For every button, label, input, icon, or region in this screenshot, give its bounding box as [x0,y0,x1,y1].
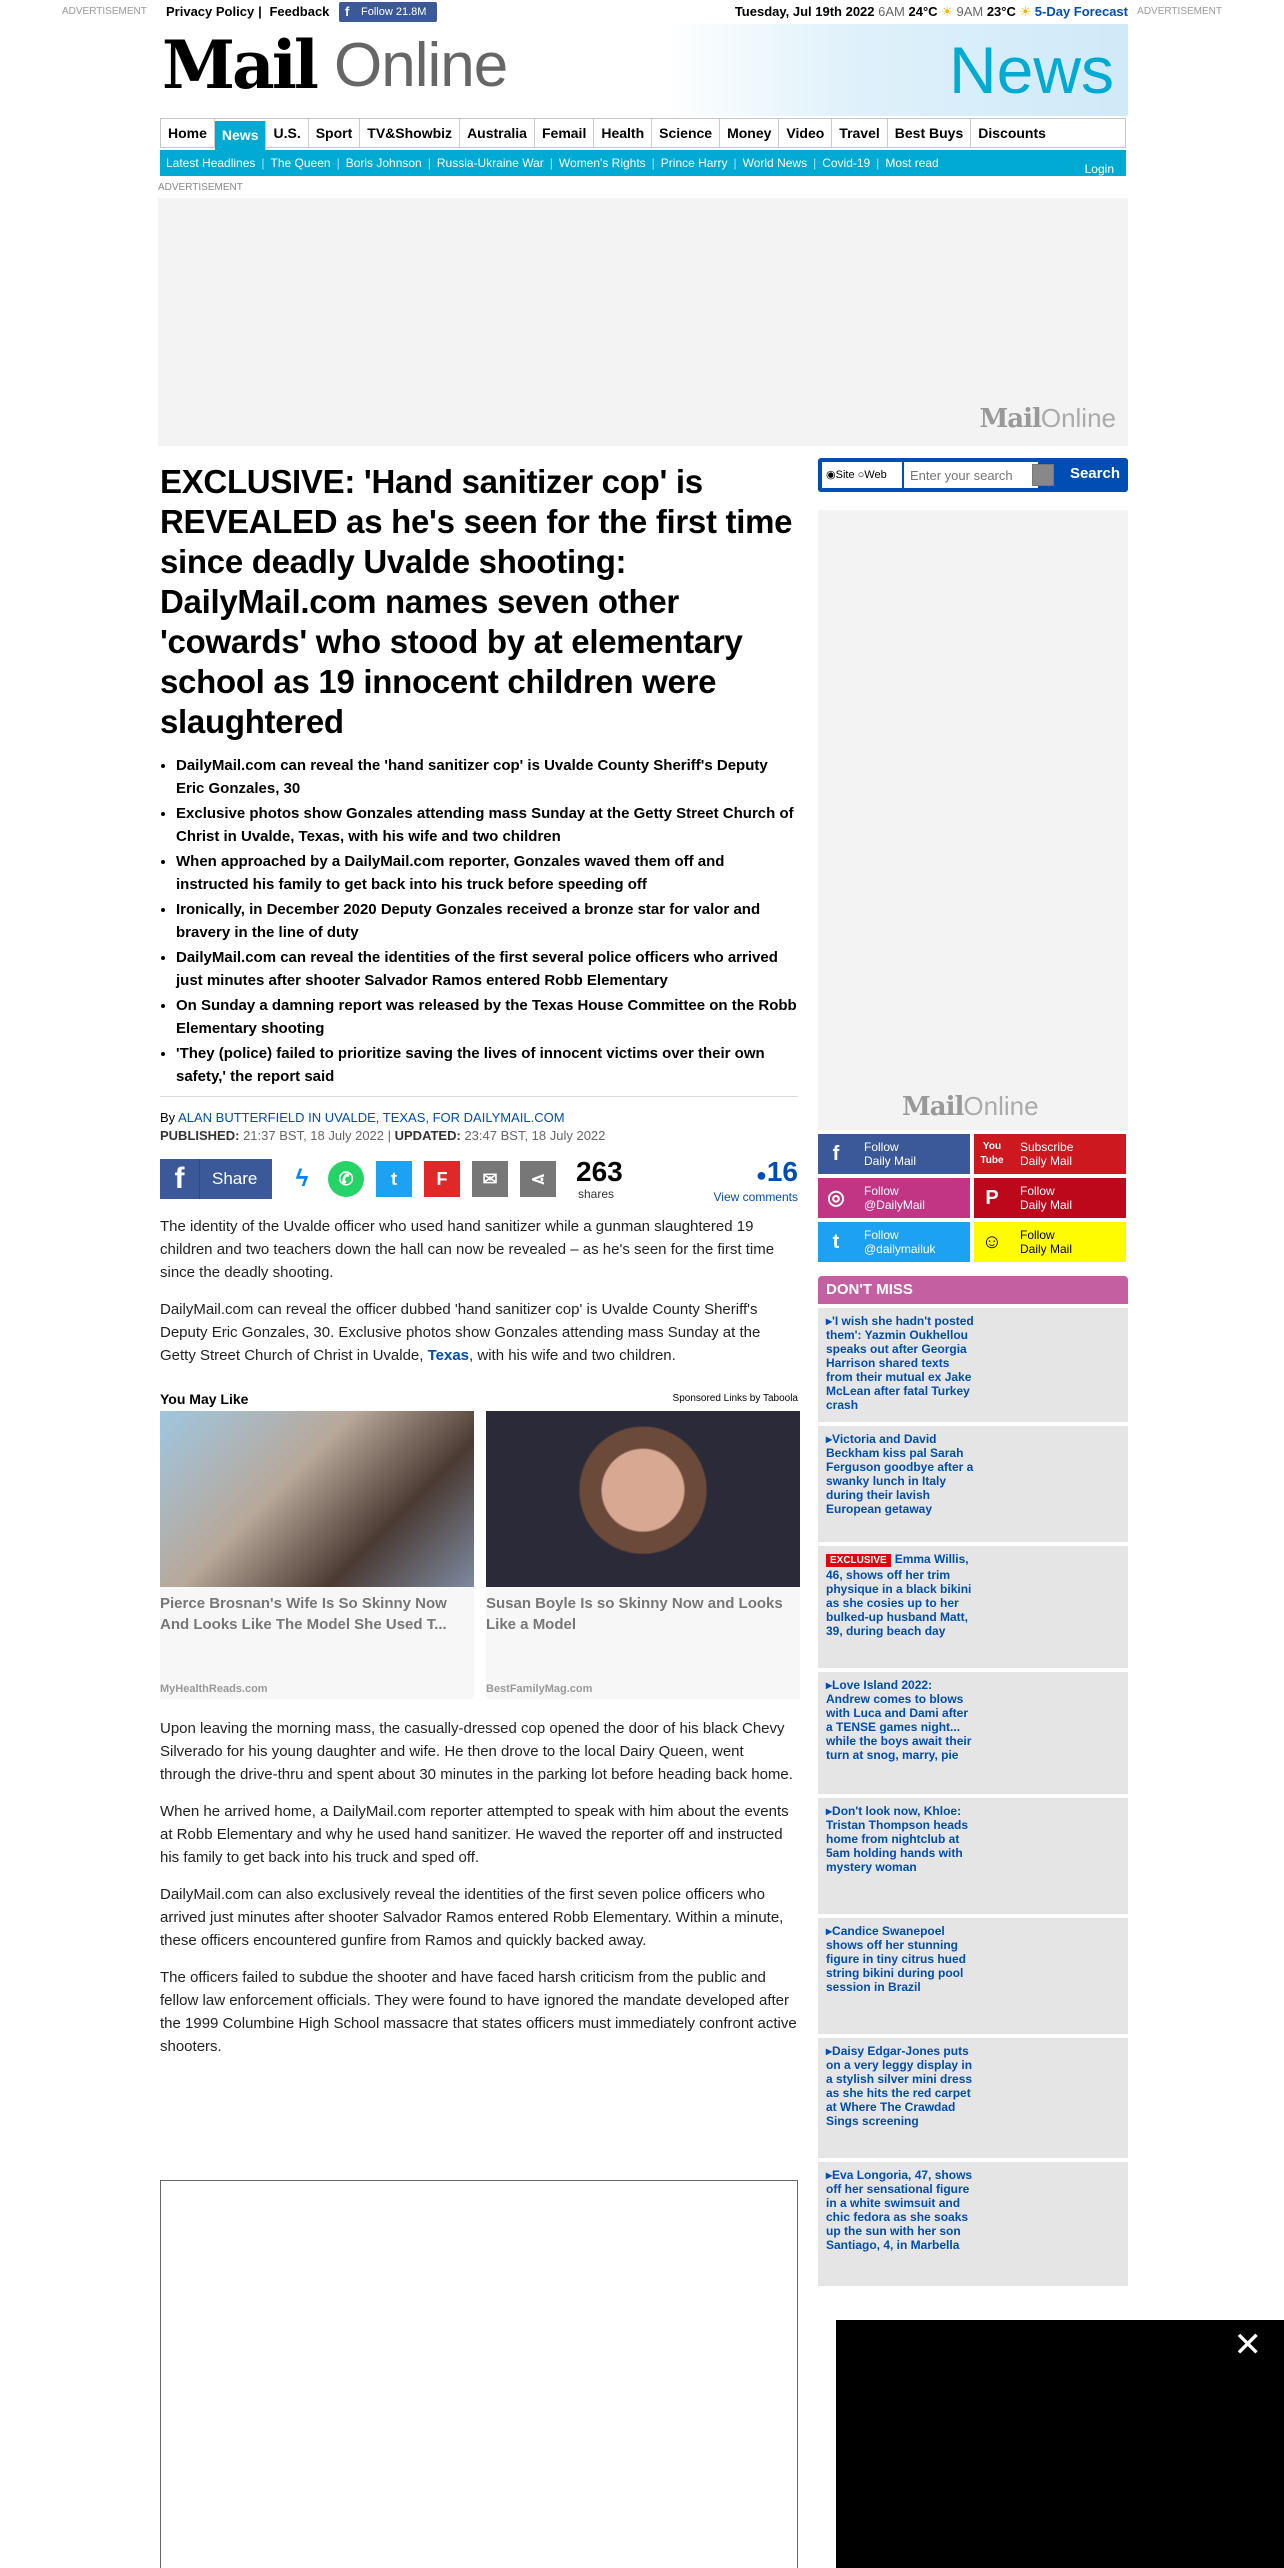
subnav-most-read[interactable]: Most read [885,156,939,170]
sponsored-card[interactable] [160,1411,474,1699]
utility-separator: | [258,4,262,19]
share-bar [160,1156,798,1204]
nav-travel[interactable]: Travel [832,119,887,147]
share-label: Share [212,1169,258,1188]
logo-online[interactable]: Online [334,31,508,100]
twitter-share-icon[interactable]: t [376,1161,412,1197]
article-summary-bullets [160,754,798,1088]
current-date: Tuesday, Jul 19th 2022 [734,4,875,19]
five-day-forecast-link[interactable]: 5-Day Forecast [1034,4,1128,19]
facebook-icon: f [160,1159,200,1199]
follow-snapchat-button[interactable]: ☺ Follow Daily Mail [974,1222,1126,1262]
nav-money[interactable]: Money [720,119,779,147]
web-radio-label: Web [864,469,887,481]
search-bar [818,458,1128,492]
summary-bullet: • On Sunday a damning report was released by the Texas House Committee on the Robb Elementary shooting [176,994,798,1040]
summary-bullet: • When approached by a DailyMail.com reporter, Gonzales waved them off and instructed his family to get back into his truck before speeding off [176,850,798,896]
ad-mailonline-logo: MailOnline [902,1091,1039,1122]
weather-widget [735,4,1128,20]
comment-count: ●16 [755,1156,798,1187]
sidebar-advertisement[interactable] [818,510,1128,1130]
arrow-icon: ▸ [826,1678,833,1692]
search-button[interactable]: Search [1069,465,1120,482]
nav-tv-showbiz[interactable]: TV&Showbiz [360,119,460,147]
article-paragraph: When he arrived home, a DailyMail.com reporter attempted to speak with him about the events at Robb Elementary and why he used hand sanitizer. He waved the reporter off and instructed his family to get back into his truck and sped off. [160,1803,789,1866]
dont-miss-item[interactable]: ▸Eva Longoria, 47, shows off her sensational figure in a white swimsuit and chic fedora as she soaks up the sun with her son Santiago, 4, in Marbella [818,2162,1128,2286]
feedback-link[interactable]: Feedback [269,4,330,19]
summary-bullet: • 'They (police) failed to prioritize saving the lives of innocent victims over their own safety,' the report said [176,1042,798,1088]
logo-mail[interactable]: Mail [162,26,316,104]
comment-bubble-icon: ● [755,1165,767,1185]
web-radio[interactable]: ○ [857,469,865,481]
pinterest-icon: P [985,1187,999,1209]
ad-label-right: ADVERTISEMENT [1137,6,1222,17]
article-paragraph: Upon leaving the morning mass, the casually-dressed cop opened the door of his black Chevy Silverado for his young daughter and wife. He then drove to the local Dairy Queen, went through the drive-thru and spent about 30 minutes in the parking lot before heading back home. [160,1720,793,1783]
site-radio[interactable]: ◉ [826,469,836,481]
masthead [158,24,1128,116]
sun-icon: ☀ [1019,4,1032,19]
subnav-the-queen[interactable]: The Queen [270,156,331,170]
sponsored-card-title: Pierce Brosnan's Wife Is So Skinny Now And Looks Like The Model She Used T... [160,1595,447,1633]
secondary-nav: Latest Headlines | The Queen | Boris Johnson | Russia-Ukraine War | Women's Rights | Prince Harry | World News | Covid-19 | Most read Login [160,150,1126,176]
top-utility-bar [0,0,1284,24]
youtube-icon: You Tube [980,1141,1004,1166]
search-scope-options [822,462,902,488]
updated-date: 23:47 BST, 18 July 2022 [464,1128,606,1143]
article-paragraph: DailyMail.com can reveal the officer dubbed 'hand sanitizer cop' is Uvalde County Sheriff's Deputy Eric Gonzales, 30. Exclusive photos show Gonzales attending mass Sunday at the Getty Street Church of Christ in Uvalde, Texas, with his wife and two children. [160,1301,761,1364]
sponsored-card-image [486,1411,800,1587]
article-body [160,1215,798,2058]
subnav-world-news[interactable]: World News [742,156,808,170]
sponsored-card-title: Susan Boyle Is so Skinny Now and Looks Like a Model [486,1595,783,1633]
nav-discounts[interactable]: Discounts [978,125,1046,141]
facebook-icon: f [832,1143,840,1165]
utility-links [166,4,333,19]
you-may-like [160,1391,798,1703]
flipboard-share-icon[interactable]: F [424,1161,460,1197]
follow-pinterest-button[interactable]: P Follow Daily Mail [974,1178,1126,1218]
summary-bullet: • DailyMail.com can reveal the 'hand sanitizer cop' is Uvalde County Sheriff's Deputy Eric Gonzales, 30 [176,754,798,800]
sponsored-card-source: BestFamilyMag.com [486,1683,593,1695]
nav-health[interactable]: Health [594,119,652,147]
article-paragraph: The identity of the Uvalde officer who used hand sanitizer while a gunman slaughtered 19 children and two teachers down the hall can now be revealed – as he's seen for the first time since the deadly shooting. [160,1218,775,1281]
summary-bullet: • DailyMail.com can reveal the identities of the first several police officers who arrived just minutes after shooter Salvador Ramos entered Robb Elementary [176,946,798,992]
video-embed-frame[interactable] [160,2180,798,2568]
view-comments-label: View comments [713,1190,798,1204]
subscribe-youtube-button[interactable]: You Tube Subscribe Daily Mail [974,1134,1126,1174]
subnav-russia-ukraine-war[interactable]: Russia-Ukraine War [436,156,544,170]
facebook-share-button[interactable] [160,1159,272,1199]
article-paragraph: The officers failed to subdue the shooter and have faced harsh criticism from the public and fellow law enforcement officials. They were found to have ignored the mandate developed after the 1999 Columbine High School massacre that states officers must immediately confront active shooters. [160,1969,797,2055]
subnav-covid-19[interactable]: Covid-19 [822,156,871,170]
dont-miss-item[interactable]: ▸Candice Swanepoel shows off her stunning figure in tiny citrus hued string bikini during pool session in Brazil [818,1918,1128,2034]
weather-temp-2: 23°C [986,4,1016,19]
byline-by: By [160,1110,176,1125]
comments-link[interactable] [714,1157,798,1204]
author-link[interactable]: ALAN BUTTERFIELD IN UVALDE, TEXAS, FOR DAILYMAIL.COM [178,1110,565,1125]
summary-bullet: • Ironically, in December 2020 Deputy Gonzales received a bronze star for valor and bravery in the line of duty [176,898,798,944]
arrow-icon: ▸ [826,1924,833,1938]
search-input[interactable] [904,462,1038,488]
close-icon[interactable]: ✕ [1233,2326,1262,2364]
top-advertisement[interactable] [158,198,1128,446]
section-title[interactable]: News [948,33,1114,107]
share-count: 263 shares [576,1156,623,1201]
nav-video[interactable]: Video [779,119,832,147]
nav-us[interactable]: U.S. [266,119,308,147]
privacy-policy-link[interactable]: Privacy Policy [166,4,255,19]
dont-miss-item[interactable]: ▸Victoria and David Beckham kiss pal Sarah Ferguson goodbye after a swanky lunch in Italy during their lavish European getaway [818,1426,1128,1542]
floating-video-player[interactable] [836,2320,1284,2568]
arrow-icon: ▸ [826,2044,833,2058]
texas-link[interactable]: Texas [427,1347,470,1364]
ad-label: ADVERTISEMENT [158,182,243,193]
sun-icon: ☀ [941,4,953,19]
article-headline: EXCLUSIVE: 'Hand sanitizer cop' is REVEALED as he's seen for the first time since deadly Uvalde shooting: DailyMail.com names seven other 'cowards' who stood by at elementary school as 19 innocent children were slaughtered [160,463,793,740]
follow-facebook-button[interactable]: f Follow Daily Mail [818,1134,970,1174]
arrow-icon: ▸ [826,1804,833,1818]
arrow-icon: ▸ [826,2168,833,2182]
subnav-prince-harry[interactable]: Prince Harry [660,156,728,170]
dont-miss-item[interactable]: ▸Love Island 2022: Andrew comes to blows with Luca and Dami after a TENSE games night... while the boys await their turn at snog, marry, pie [818,1672,1128,1794]
weather-time-1: 6AM [878,4,905,19]
login-link[interactable]: Login [1084,162,1114,176]
follow-buttons [818,1134,1128,1266]
you-may-like-title: You May Like [160,1391,249,1407]
nav-home[interactable]: Home [161,119,215,147]
more-share-icon[interactable]: ⋖ [520,1161,556,1197]
ad-mailonline-logo: MailOnline [979,403,1116,434]
follow-twitter-button[interactable]: t Follow @dailymailuk [818,1222,970,1262]
subnav-womens-rights[interactable]: Women's Rights [558,156,646,170]
search-go-icon[interactable] [1032,464,1054,486]
weather-time-2: 9AM [956,4,984,19]
instagram-icon: ◎ [827,1187,845,1209]
messenger-share-icon[interactable]: ϟ [284,1161,320,1197]
nav-sport[interactable]: Sport [309,119,361,147]
article [160,462,798,2058]
dont-miss-item[interactable]: ▸Don't look now, Khloe: Tristan Thompson heads home from nightclub at 5am holding hands with mystery woman [818,1798,1128,1914]
sponsored-card-image [160,1411,474,1587]
dont-miss-panel [818,1276,1128,2286]
ad-label-left: ADVERTISEMENT [62,6,147,17]
facebook-follow-button[interactable] [339,2,437,22]
nav-best-buys[interactable]: Best Buys [888,119,971,147]
twitter-icon: t [832,1231,840,1253]
facebook-icon: f [345,4,350,19]
summary-bullet: • Exclusive photos show Gonzales attending mass Sunday at the Getty Street Church of Christ in Uvalde, Texas, with his wife and two children [176,802,798,848]
email-share-icon[interactable]: ✉ [472,1161,508,1197]
nav-australia[interactable]: Australia [460,119,535,147]
sponsored-card[interactable] [486,1411,800,1699]
whatsapp-share-icon[interactable]: ✆ [328,1161,364,1197]
primary-nav [160,118,1126,148]
site-radio-label: Site [835,469,855,481]
arrow-icon: ▸ [826,1314,833,1328]
nav-science[interactable]: Science [652,119,720,147]
arrow-icon: ▸ [826,1432,833,1446]
published-label: PUBLISHED: [160,1128,240,1143]
published-date: 21:37 BST, 18 July 2022 [243,1128,385,1143]
sponsored-card-source: MyHealthReads.com [160,1683,268,1695]
exclusive-badge: EXCLUSIVE [826,1554,891,1567]
nav-news[interactable]: News [215,121,267,151]
subnav-boris-johnson[interactable]: Boris Johnson [345,156,422,170]
nav-femail[interactable]: Femail [535,119,594,147]
updated-label: UPDATED: [394,1128,461,1143]
article-paragraph: DailyMail.com can also exclusively reveal the identities of the first seven police officers who arrived just minutes after shooter Salvador Ramos entered Robb Elementary. Within a minute, these officers encountered gunfire from Ramos and quickly backed away. [160,1886,784,1949]
follow-instagram-button[interactable]: ◎ Follow @DailyMail [818,1178,970,1218]
weather-temp-1: 24°C [908,4,938,19]
article-dates: PUBLISHED: 21:37 BST, 18 July 2022 | UPDATED: 23:47 BST, 18 July 2022 [160,1128,606,1143]
dont-miss-item[interactable]: ▸Daisy Edgar-Jones puts on a very leggy display in a stylish silver mini dress as she hits the red carpet at Where The Crawdad Sings screening [818,2038,1128,2158]
snapchat-icon: ☺ [981,1231,1003,1253]
dont-miss-item[interactable]: EXCLUSIVE Emma Willis, 46, shows off her trim physique in a black bikini as she cosies up to her bulked-up husband Matt, 39, during beach day [818,1546,1128,1668]
dont-miss-title: DON'T MISS [818,1276,1128,1304]
subnav-latest-headlines[interactable]: Latest Headlines [166,156,256,170]
dont-miss-item[interactable]: ▸'I wish she hadn't posted them': Yazmin Oukhellou speaks out after Georgia Harrison shared texts from their mutual ex Jake McLean after fatal Turkey crash [818,1308,1128,1422]
facebook-follow-label: Follow 21.8M [361,6,427,18]
byline [160,1096,798,1145]
taboola-sponsored-label[interactable]: Sponsored Links by Taboola [672,1393,798,1404]
